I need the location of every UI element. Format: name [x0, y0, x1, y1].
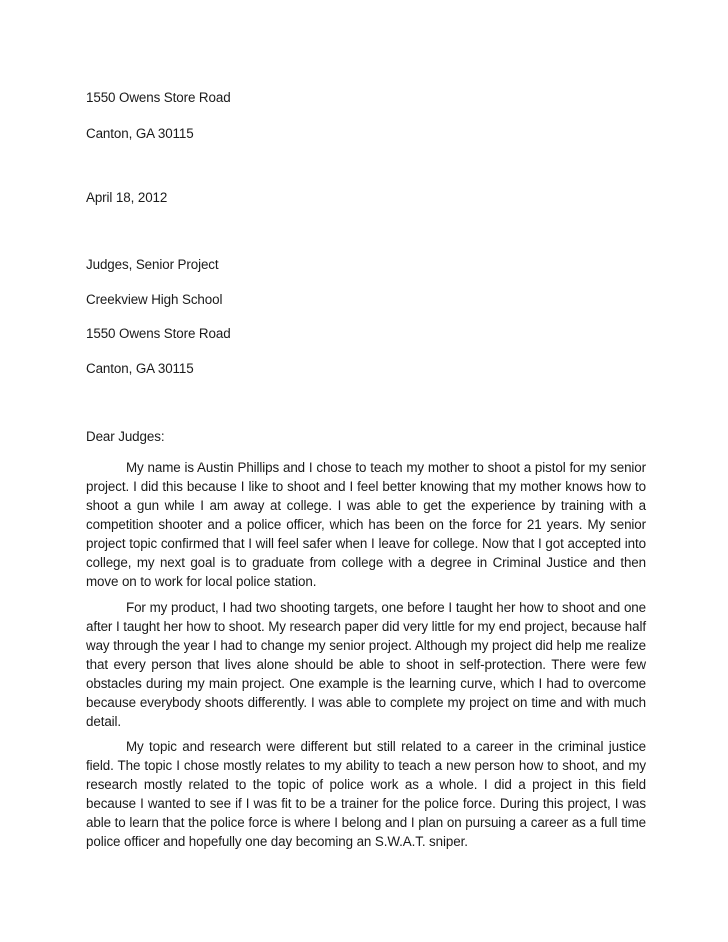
letter-date: April 18, 2012 [86, 190, 168, 205]
sender-address-line2: Canton, GA 30115 [86, 126, 194, 141]
salutation: Dear Judges: [86, 429, 165, 444]
recipient-line4: Canton, GA 30115 [86, 361, 194, 376]
body-paragraph-1 [86, 458, 646, 591]
body-paragraph-2 [86, 598, 646, 731]
paragraph-text: For my product, I had two shooting targets, one before I taught her how to shoot and one after I taught her how to shoot. My research paper did very little for my end project, because half way through the year I had to change my senior project. Although my project did help me realize that every person that lives alone should be able to shoot in self-protection. There were few obstacles during my main project. One example is the learning curve, which I had to overcome because everybody shoots differently. I was able to complete my project on time and with much detail. [86, 600, 646, 729]
recipient-line3: 1550 Owens Store Road [86, 326, 231, 341]
sender-address-line1: 1550 Owens Store Road [86, 90, 231, 105]
paragraph-text: My name is Austin Phillips and I chose to teach my mother to shoot a pistol for my senior project. I did this because I like to shoot and I feel better knowing that my mother knows how to shoot a gun while I am away at college. I was able to get the experience by training with a competition shooter and a police officer, which has been on the force for 21 years. My senior project topic confirmed that I will feel safer when I leave for college. Now that I got accepted into college, my next goal is to graduate from college with a degree in Criminal Justice and then move on to work for local police station. [86, 460, 646, 589]
recipient-line1: Judges, Senior Project [86, 257, 219, 272]
paragraph-text: My topic and research were different but still related to a career in the criminal justice field. The topic I chose mostly relates to my ability to teach a new person how to shoot, and my research mostly related to the topic of police work as a whole. I did a project in this field because I wanted to see if I was fit to be a trainer for the police force. During this project, I was able to learn that the police force is where I belong and I plan on pursuing a career as a full time police officer and hopefully one day becoming an S.W.A.T. sniper. [86, 739, 646, 849]
body-paragraph-3 [86, 737, 646, 851]
recipient-line2: Creekview High School [86, 292, 223, 307]
